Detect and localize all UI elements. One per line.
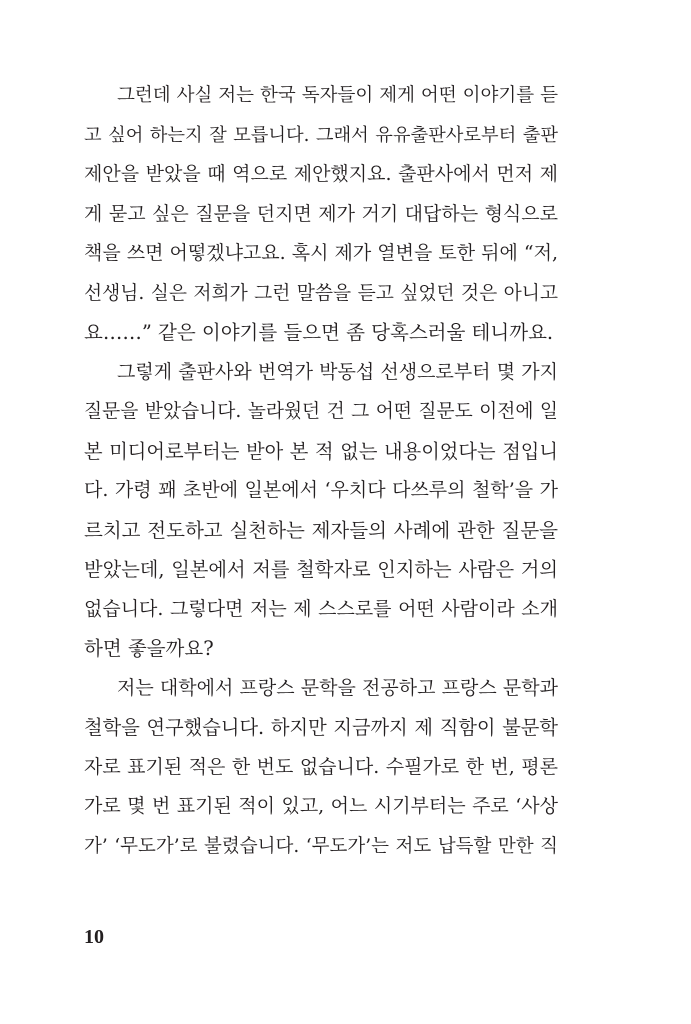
text-line: 자로 표기된 적은 한 번도 없습니다. 수필가로 한 번, 평론 — [84, 755, 558, 778]
paragraph — [84, 353, 558, 669]
text-line: 없습니다. 그렇다면 저는 제 스스로를 어떤 사람이라 소개 — [84, 597, 558, 620]
page-number: 10 — [84, 926, 104, 948]
body-text — [84, 76, 558, 866]
text-line: 받았는데, 일본에서 저를 철학자로 인지하는 사람은 거의 — [84, 558, 558, 581]
paragraph — [84, 669, 558, 867]
text-line: 저는 대학에서 프랑스 문학을 전공하고 프랑스 문학과 — [117, 676, 558, 699]
paragraph — [84, 76, 558, 353]
text-line: 르치고 전도하고 실천하는 제자들의 사례에 관한 질문을 — [84, 518, 558, 542]
text-line: 그런데 사실 저는 한국 독자들이 제게 어떤 이야기를 듣 — [117, 85, 558, 106]
text-line: 그렇게 출판사와 번역가 박동섭 선생으로부터 몇 가지 — [117, 360, 558, 383]
text-line: 선생님. 실은 저희가 그런 말씀을 듣고 싶었던 것은 아니고 — [84, 282, 558, 304]
text-line: 요……” 같은 이야기를 들으면 좀 당혹스러울 테니까요. — [84, 321, 554, 344]
text-line: 제안을 받았을 때 역으로 제안했지요. 출판사에서 먼저 제 — [84, 163, 558, 185]
text-line: 본 미디어로부터는 받아 본 적 없는 내용이었다는 점입니 — [84, 439, 558, 463]
text-line: 가로 몇 번 표기된 적이 있고, 어느 시기부터는 주로 ‘사상 — [84, 795, 558, 817]
text-line: 하면 좋을까요? — [84, 637, 214, 660]
text-line: 책을 쓰면 어떻겠냐고요. 혹시 제가 열변을 토한 뒤에 “저, — [84, 242, 558, 264]
text-line: 질문을 받았습니다. 놀라웠던 건 그 어떤 질문도 이전에 일 — [84, 401, 558, 422]
text-line: 가’ ‘무도가’로 불렸습니다. ‘무도가’는 저도 납득할 만한 직 — [84, 835, 558, 857]
text-line: 고 싶어 하는지 잘 모릅니다. 그래서 유유출판사로부터 출판 — [84, 124, 558, 146]
text-line: 철학을 연구했습니다. 하지만 지금까지 제 직함이 불문학 — [84, 716, 558, 739]
text-line: 다. 가령 꽤 초반에 일본에서 ‘우치다 다쓰루의 철학’을 가 — [84, 479, 558, 501]
text-line: 게 묻고 싶은 질문을 던지면 제가 거기 대답하는 형식으로 — [84, 202, 558, 225]
